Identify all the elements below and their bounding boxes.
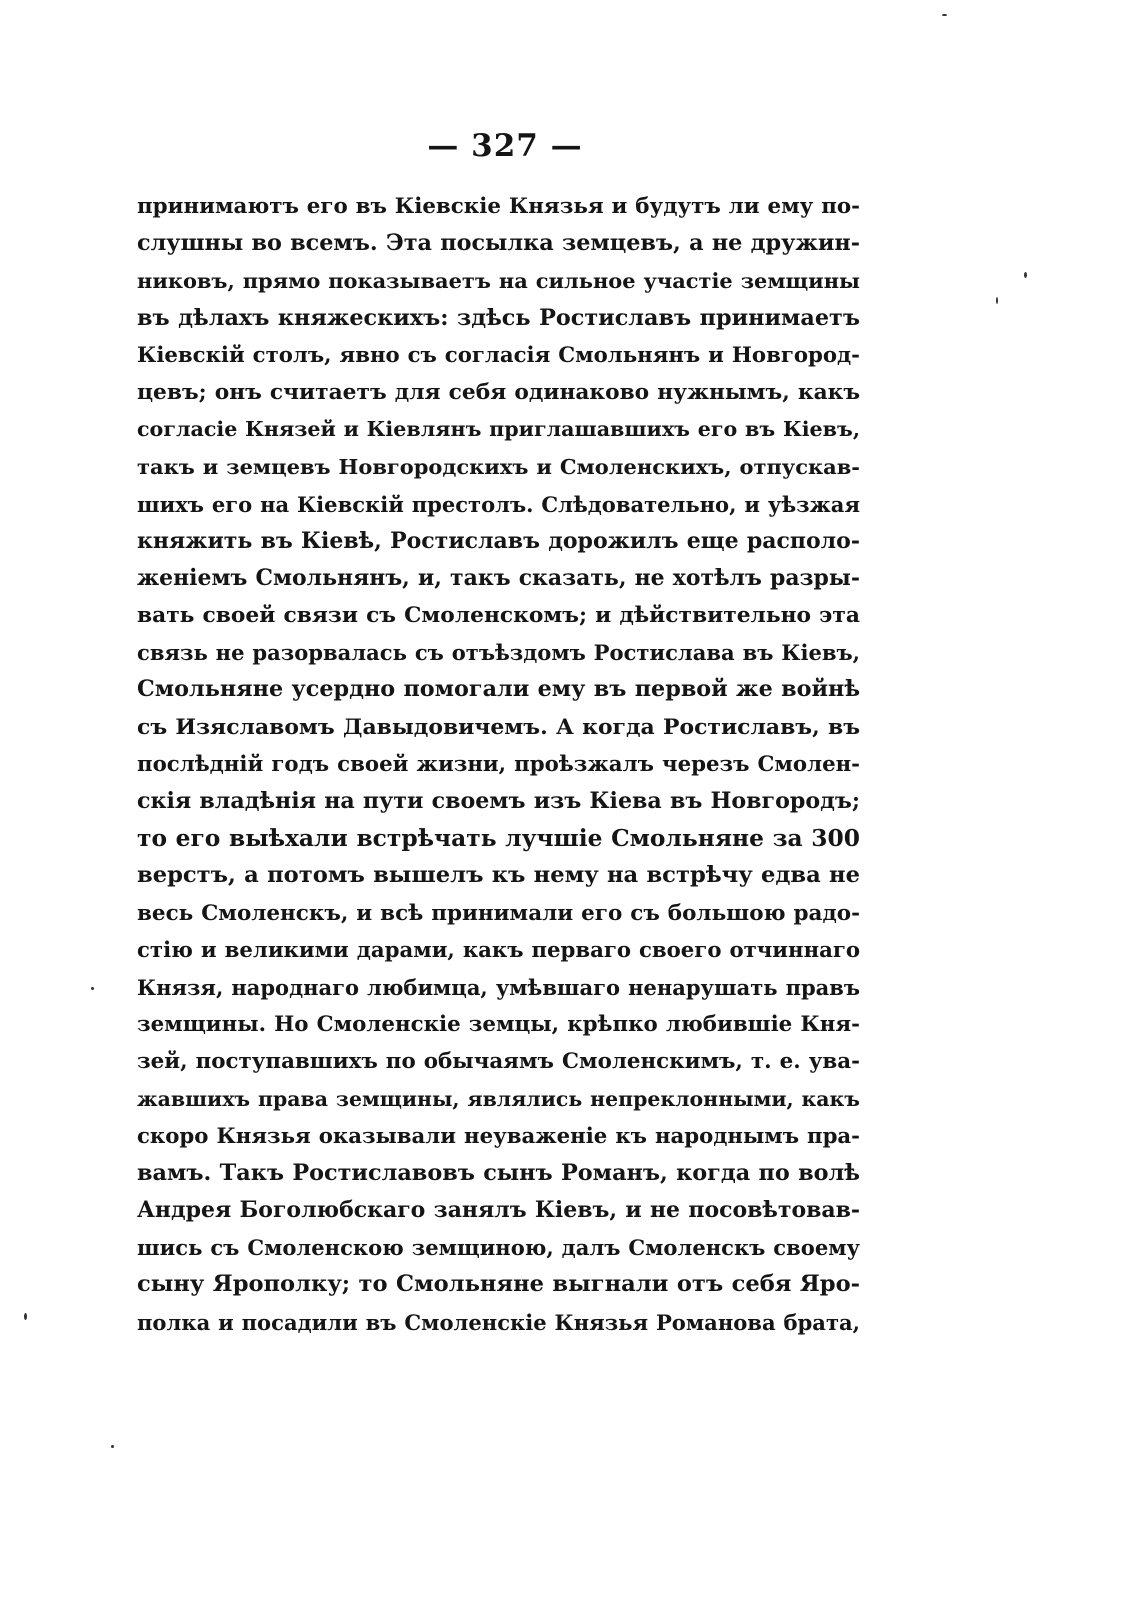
- scan-speck: [1024, 272, 1027, 278]
- scan-speck: [24, 1313, 27, 1320]
- text-line: жавшихъ права земщины, являлись непреклонными, какъ: [137, 1086, 860, 1111]
- scan-speck: [942, 14, 947, 16]
- text-line: скія владѣнія на пути своемъ изъ Кіева въ Новгородъ;: [137, 788, 860, 814]
- text-line: скоро Князья оказывали неуваженіе къ народнымъ пра-: [137, 1123, 860, 1149]
- scan-speck: [91, 987, 94, 990]
- scan-speck: [996, 297, 998, 304]
- text-line: полка и посадили въ Смоленскіе Князья Романова брата,: [137, 1309, 860, 1335]
- text-line: сыну Ярополку; то Смольняне выгнали отъ себя Яро-: [137, 1271, 860, 1298]
- text-line: женіемъ Смольнянъ, и, такъ сказать, не хотѣлъ разры-: [137, 564, 860, 591]
- page-number: — 327 —: [427, 128, 583, 164]
- text-line: Князя, народнаго любимца, умѣвшаго ненарушать правъ: [137, 974, 860, 1000]
- text-line: вамъ. Такъ Ростиславовъ сынъ Романъ, когда по волѣ: [137, 1159, 860, 1186]
- text-line: княжить въ Кіевѣ, Ростиславъ дорожилъ еще располо-: [137, 527, 860, 554]
- text-line: Андрея Боголюбскаго занялъ Кіевъ, и не посовѣтовав-: [137, 1197, 860, 1224]
- text-line: никовъ, прямо показываетъ на сильное участіе земщины: [137, 268, 860, 294]
- text-line: Кіевскій столъ, явно съ согласія Смольнянъ и Новгород-: [137, 342, 860, 368]
- text-line: земщины. Но Смоленскіе земцы, крѣпко любившіе Кня-: [137, 1012, 860, 1038]
- text-line: связь не разорвалась съ отъѣздомъ Ростислава въ Кіевъ,: [137, 640, 860, 666]
- text-line: такъ и земцевъ Новгородскихъ и Смоленскихъ, отпускав-: [137, 454, 860, 480]
- text-line: послѣдній годъ своей жизни, проѣзжалъ черезъ Смолен-: [137, 751, 860, 777]
- text-line: зей, поступавшихъ по обычаямъ Смоленскимъ, т. е. ува-: [137, 1049, 860, 1075]
- text-line: то его выѣхали встрѣчать лучшіе Смольняне за 300: [137, 824, 860, 853]
- text-line: шись съ Смоленскою земщиною, далъ Смоленскъ своему: [137, 1235, 860, 1261]
- text-line: весь Смоленскъ, и всѣ принимали его съ большою радо-: [137, 900, 860, 926]
- text-line: согласіе Князей и Кіевлянъ приглашавшихъ его въ Кіевъ,: [137, 417, 860, 442]
- scan-speck: [111, 1445, 114, 1448]
- text-line: принимаютъ его въ Кіевскіе Князья и будутъ ли ему по-: [137, 194, 860, 219]
- text-line: съ Изяславомъ Давыдовичемъ. А когда Ростиславъ, въ: [137, 713, 860, 740]
- text-line: стію и великими дарами, какъ перваго своего отчиннаго: [137, 937, 860, 963]
- text-line: цевъ; онъ считаетъ для себя одинаково нужнымъ, какъ: [137, 379, 860, 405]
- text-line: Смольняне усердно помогали ему въ первой же войнѣ: [137, 676, 860, 703]
- text-line: въ дѣлахъ княжескихъ: здѣсь Ростиславъ принимаетъ: [137, 304, 860, 331]
- text-line: верстъ, а потомъ вышелъ къ нему на встрѣчу едва не: [137, 862, 860, 889]
- body-text: [137, 188, 860, 1341]
- text-line: вать своей связи съ Смоленскомъ; и дѣйствительно эта: [137, 603, 860, 629]
- text-line: шихъ его на Кіевскій престолъ. Слѣдовательно, и уѣзжая: [137, 491, 860, 517]
- text-line: слушны во всемъ. Эта посылка земцевъ, а не дружин-: [137, 230, 860, 257]
